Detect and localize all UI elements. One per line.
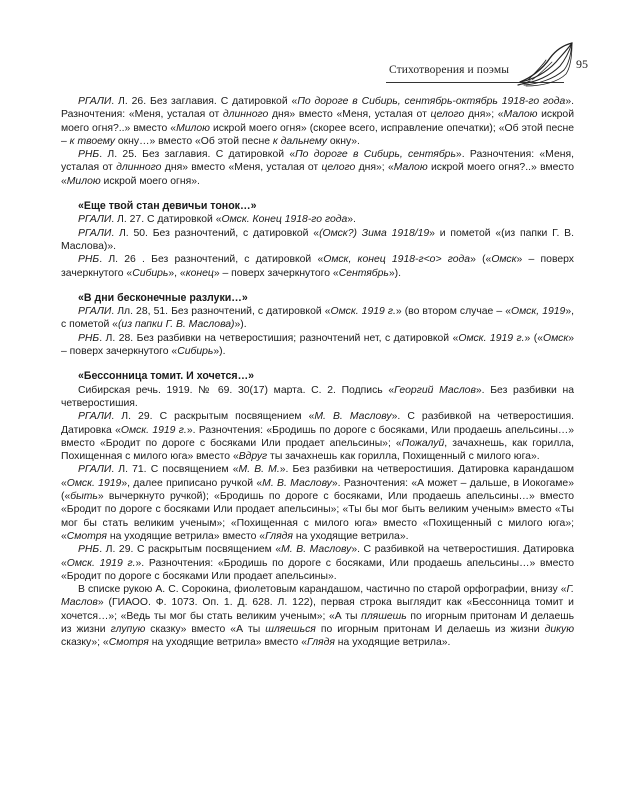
paragraph: РГАЛИ. Л. 26. Без заглавия. С датировкой «По дороге в Сибирь, сентябрь-октябрь 1918-го года». Разночтения: «Меня, усталая от длинного дня» вместо «Меня, усталая от целого дня»; «Малою искрой моего огня?..» вместо «Милою искрой моего огня» (скорее всего, исправление опечатки); «Об этой песне – к твоему окну…» вместо «Об этой песне к дальнему окну». [61, 96, 575, 147]
header-title: Стихотворения и поэмы [389, 64, 510, 76]
commentary-text [61, 95, 574, 650]
poem-heading: «Бессонница томит. И хочется…» [78, 370, 255, 383]
paragraph: РГАЛИ. Л. 50. Без разночтений, с датировкой «(Омск?) Зима 1918/19» и пометой «(из папки Г. В. Маслова)». [61, 227, 574, 252]
paragraph: РГАЛИ. Л. 71. С посвящением «М. В. М.». Без разбивки на четверостишия. Датировка карандашом «Омск. 1919», далее приписано ручкой «М. В. Маслову». Разночтения: «А может – дальше, в Иокогаме» («быть» вычеркнуто ручкой); «Бродишь по дороге с босяками, Или продаешь апельсины…» вместо «Бродит по дороге с босяками Или продает апельсины»; «Ты бы мог быть великим ученым» вместо «Ты мог бы стать великим ученым»; «Похищенная с милого юга» вместо «Похищенный с милого юга»; «Смотря на уходящие ветрила» вместо «Глядя на уходящие ветрила». [61, 464, 575, 542]
page-number: 95 [576, 57, 588, 71]
running-header [0, 0, 628, 95]
poem-heading: «В дни бесконечные разлуки…» [78, 291, 248, 304]
paragraph: РНБ. Л. 26 . Без разночтений, с датировкой «Омск, конец 1918-г<о> года» («Омск» – поверх зачеркнутого «Сибирь», «конец» – поверх зачеркнутого «Сентябрь»). [61, 254, 574, 279]
paragraph: РГАЛИ. Лл. 28, 51. Без разночтений, с датировкой «Омск. 1919 г.» (во втором случае – «Омск, 1919», с пометой «(из папки Г. В. Маслова)»). [61, 306, 574, 331]
feather-ornament-icon [516, 40, 574, 88]
paragraph: РГАЛИ. Л. 29. С раскрытым посвящением «М. В. Маслову». С разбивкой на четверостишия. Датировка «Омск. 1919 г.». Разночтения: «Бродишь по дороге с босяками, Или продаешь апельсины…» вместо «Бродит по дороге с босяками Или продает апельсины»; «Пожалуй, зачахнешь, как горилла, Похищенная с милого юга» вместо «Вдруг ты зачахнешь как горилла, Похищенный с милого юга». [61, 411, 574, 463]
paragraph: РНБ. Л. 29. С раскрытым посвящением «М. В. Маслову». С разбивкой на четверостишия. Датировка «Омск. 1919 г.». Разночтения: «Бродишь по дороге с босяками, Или продаешь апельсины…» вместо «Бродит по дороге с босяками Или продает апельсины». [61, 544, 574, 582]
paragraph: РНБ. Л. 25. Без заглавия. С датировкой «По дороге в Сибирь, сентябрь». Разночтения: «Меня, усталая от длинного дня» вместо «Меня, усталая от целого дня»; «Малою искрой моего огня?..» вместо «Милою искрой моего огня». [61, 149, 575, 187]
paragraph: В списке рукою А. С. Сорокина, фиолетовым карандашом, частично по старой орфографии, внизу «Г. Маслов» (ГИАОО. Ф. 1073. Оп. 1. Д. 628. Л. 122), первая строка выглядит как «Бессонница томит и хочется…»; «Ведь ты мог бы стать великим ученым»; «А ты пляшешь по игорным притонам И делаешь из жизни глупую сказку» вместо «А ты шляешься по игорным притонам И делаешь из жизни дикую сказку»; «Смотря на уходящие ветрила» вместо «Глядя на уходящие ветрила». [61, 584, 575, 649]
poem-heading: «Еще твой стан девичьи тонок…» [78, 200, 257, 213]
paragraph: Сибирская речь. 1919. № 69. 30(17) марта. С. 2. Подпись «Георгий Маслов». Без разбивки на четверостишия. [61, 384, 574, 409]
paragraph: РНБ. Л. 28. Без разбивки на четверостишия; разночтений нет, с датировкой «Омск. 1919 г.» («Омск» – поверх зачеркнутого «Сибирь»). [61, 332, 575, 358]
paragraph: РГАЛИ. Л. 27. С датировкой «Омск. Конец 1918-го года». [78, 214, 356, 226]
